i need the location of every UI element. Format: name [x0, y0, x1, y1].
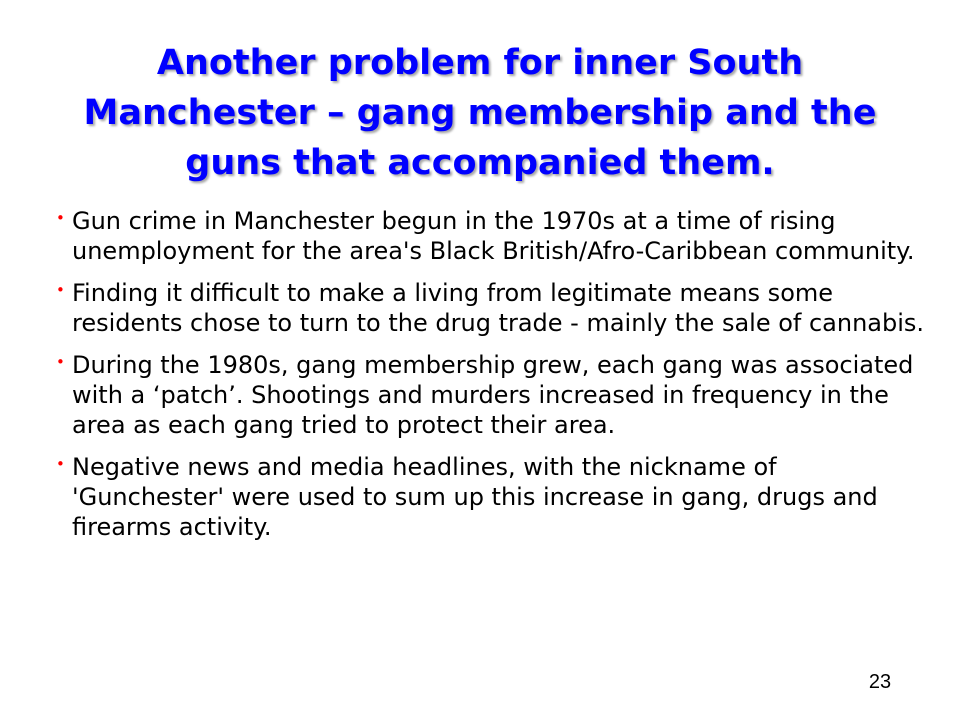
bullet-list — [56, 206, 928, 554]
bullet-marker: • — [56, 281, 65, 299]
bullet-item — [56, 206, 928, 266]
bullet-marker: • — [56, 209, 65, 227]
page-number: 23 — [868, 671, 892, 693]
bullet-text: During the 1980s, gang membership grew, each gang was associated with a ‘patch’. Shootings and murders increased in frequency in the area as each gang tried to protect their area. — [72, 351, 914, 439]
bullet-item — [56, 278, 928, 338]
bullet-item — [56, 350, 928, 440]
bullet-marker: • — [56, 455, 65, 473]
bullet-text: Finding it difficult to make a living from legitimate means some residents chose to turn to the drug trade - mainly the sale of cannabis. — [72, 279, 925, 337]
bullet-item — [56, 452, 928, 542]
bullet-marker: • — [56, 353, 65, 371]
slide-title: Another problem for inner South Manchester – gang membership and the guns that accompanied them. — [83, 43, 877, 183]
bullet-text: Negative news and media headlines, with the nickname of 'Gunchester' were used to sum up this increase in gang, drugs and firearms activity. — [72, 453, 878, 541]
bullet-text: Gun crime in Manchester begun in the 1970s at a time of rising unemployment for the area's Black British/Afro-Caribbean community. — [72, 207, 915, 265]
